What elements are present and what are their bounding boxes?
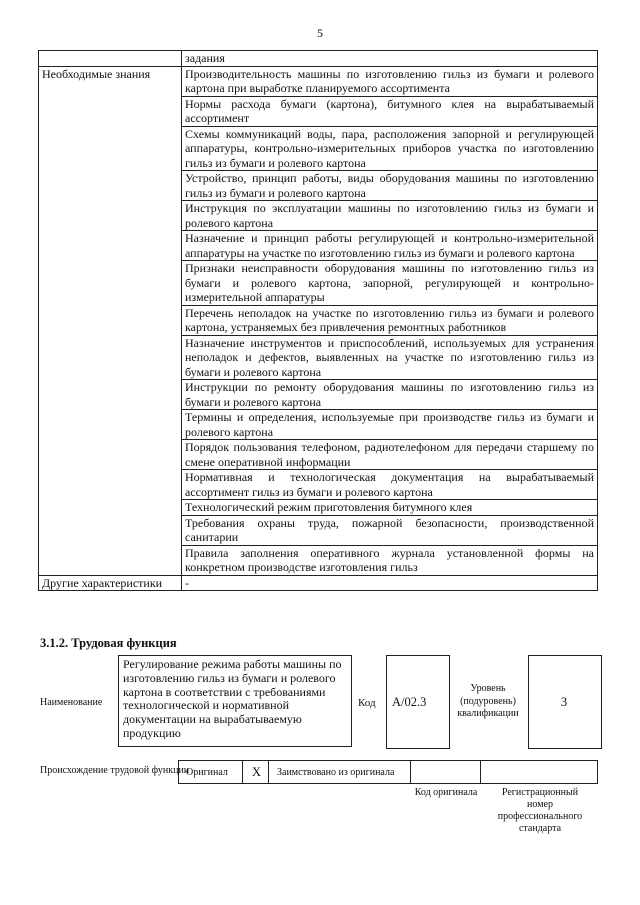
table-row (39, 575, 598, 591)
code-label: Код (358, 697, 376, 709)
row-label: Другие характеристики (39, 575, 182, 591)
row-text: Устройство, принцип работы, виды оборудования машины по изготовлению гильз из бумаги и ролевого картона (182, 171, 598, 201)
origin-divider (268, 760, 269, 784)
row-text: Назначение инструментов и приспособлений, используемых для устранения неполадок и дефектов, выявленных на участке по изготовлению гильз из бумаги и ролевого картона (182, 335, 598, 380)
origin-divider (410, 760, 411, 784)
original-check-mark: X (252, 765, 262, 779)
page-number: 5 (317, 26, 323, 40)
row-text: Схемы коммуникаций воды, пара, расположения запорной и регулирующей аппаратуры, контрольно-измерительных приборов участка по изготовлению гильз из бумаги и ролевого картона (182, 126, 598, 171)
row-label (39, 51, 182, 67)
row-text: Требования охраны труда, пожарной безопасности, производственной санитарии (182, 515, 598, 545)
row-text: Инструкции по ремонту оборудования машины по изготовлению гильз из бумаги и ролевого картона (182, 380, 598, 410)
function-name-value: Регулирование режима работы машины по изготовлению гильз из бумаги и ролевого картона в соответствии с требованиями технологической и нормативной документации на вырабатываемую продукцию (118, 655, 352, 747)
row-text: задания (182, 51, 598, 67)
row-text: Нормы расхода бумаги (картона), битумного клея на вырабатываемый ассортимент (182, 96, 598, 126)
row-text: Производительность машины по изготовлению гильз из бумаги и ролевого картона при выработке планируемого ассортимента (182, 66, 598, 96)
origin-divider (480, 760, 481, 784)
original-text: Оригинал (186, 767, 228, 778)
row-text: Технологический режим приготовления битумного клея (182, 500, 598, 516)
row-text: - (182, 575, 598, 591)
row-text: Термины и определения, используемые при производстве гильз из бумаги и ролевого картона (182, 410, 598, 440)
row-text: Правила заполнения оперативного журнала установленной формы на конкретном производстве изготовления гильз (182, 545, 598, 575)
borrowed-text: Заимствовано из оригинала (277, 767, 395, 778)
level-value: 3 (560, 695, 568, 709)
table-row (39, 51, 598, 67)
row-text: Порядок пользования телефоном, радиотелефоном для передачи старшему по смене оперативной информации (182, 440, 598, 470)
code-original-label: Код оригинала (414, 787, 478, 798)
level-label: Уровень (подуровень) квалификации (457, 683, 519, 719)
table-row (39, 66, 598, 96)
reg-number-label: Регистрационный номер профессионального стандарта (497, 787, 583, 834)
origin-label: Происхождение трудовой функции (40, 765, 190, 776)
knowledge-table (38, 50, 598, 591)
name-label: Наименование (40, 697, 103, 708)
row-text: Признаки неисправности оборудования машины по изготовлению гильз из бумаги и ролевого картона, запорной, регулирующей и контрольно-измерительной аппаратуры (182, 261, 598, 306)
section-heading: 3.1.2. Трудовая функция (40, 636, 177, 650)
row-text: Перечень неполадок на участке по изготовлению гильз из бумаги и ролевого картона, устраняемых без привлечения ремонтных работников (182, 305, 598, 335)
row-text: Нормативная и технологическая документация на вырабатываемый ассортимент гильз из бумаги и ролевого картона (182, 470, 598, 500)
code-value: А/02.3 (392, 695, 427, 709)
origin-divider (242, 760, 243, 784)
row-text: Назначение и принцип работы регулирующей и контрольно-измерительной аппаратуры на участке по изготовлению гильз из бумаги и ролевого картона (182, 231, 598, 261)
row-text: Инструкция по эксплуатации машины по изготовлению гильз из бумаги и ролевого картона (182, 201, 598, 231)
row-label: Необходимые знания (39, 66, 182, 575)
